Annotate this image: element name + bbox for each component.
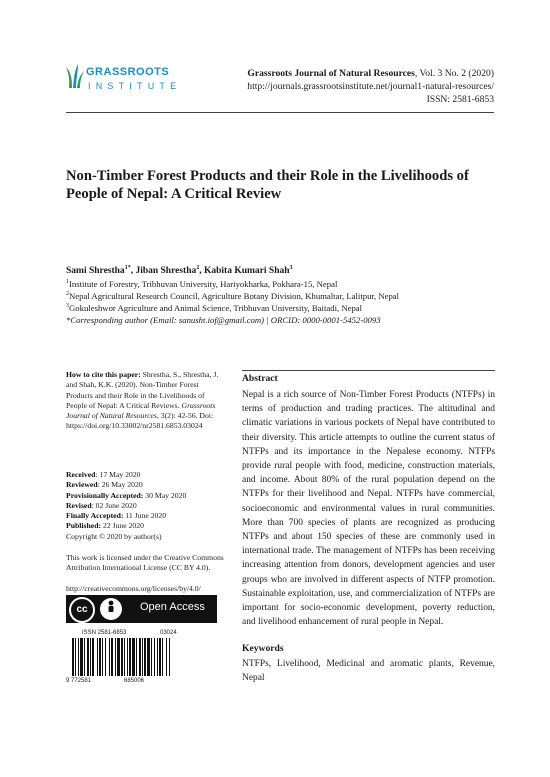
author-sup: 3	[289, 265, 293, 271]
journal-issue: , Vol. 3 No. 2 (2020)	[414, 68, 494, 79]
history-value: 30 May 2020	[143, 490, 187, 500]
barcode-bar	[147, 638, 150, 676]
barcode-bar	[105, 638, 106, 676]
barcode-bar	[169, 638, 170, 676]
citation-block	[66, 370, 226, 432]
journal-url[interactable]: http://journals.grassrootsinstitute.net/journal1-natural-resources/	[247, 81, 494, 92]
history-value: 11 June 2020	[123, 511, 167, 521]
license-url[interactable]: http://creativecommons.org/licenses/by/4.0/	[66, 584, 201, 593]
affiliation-sup: 2	[66, 291, 69, 298]
affiliation-text: Gokuleshwor Agriculture and Animal Science, Tribhuvan University, Baitadi, Nepal	[69, 303, 363, 313]
barcode-bar	[124, 638, 125, 676]
grass-logo-icon	[66, 64, 84, 88]
affiliation-text: Nepal Agricultural Research Council, Agriculture Botany Division, Khumaltar, Lalitpur, Nepal	[69, 291, 400, 301]
barcode-bar	[129, 638, 131, 676]
citation-text: Shrestha, S., Shrestha, J. and Shah, K.K. (2020). Non-Timber Forest Products and their Role in the Livelihoods of People of Nepal: A Critical Reviews.	[66, 370, 219, 410]
barcode-digits-b: 685006	[124, 678, 145, 684]
history-value: : 17 May 2020	[95, 470, 141, 479]
barcode-bar	[80, 638, 83, 676]
affiliation-text: Institute of Forestry, Tribhuvan University, Hariyokharka, Pokhara-15, Nepal	[69, 279, 338, 289]
barcode-bar	[87, 638, 89, 676]
author-name: Kabita Kumari Shah	[204, 266, 290, 277]
author-sup: 2	[196, 265, 200, 271]
barcode-bar	[166, 638, 167, 676]
barcode-bar	[121, 638, 123, 676]
barcode-digits-a: 9 772581	[66, 678, 92, 684]
barcode-bar	[109, 638, 110, 676]
barcode-bar	[90, 638, 91, 676]
author-list: Sami Shrestha$^{1*}$, Jiban Shrestha$^2$, Kabita Kumari Shah$^3$	[66, 265, 293, 277]
keywords-body: NTFPs, Livelihood, Medicinal and aromatic plants, Revenue, Nepal	[242, 659, 495, 683]
copyright: Copyright © 2020 by author(s)	[66, 531, 162, 541]
citation-label: How to cite this paper:	[66, 370, 141, 379]
affiliation-sup: 1	[66, 279, 69, 286]
barcode-bar	[78, 638, 79, 676]
history-value: : 26 May 2020	[97, 480, 143, 490]
author-name: Jiban Shrestha	[135, 266, 197, 277]
journal-issn: ISSN: 2581-6853	[426, 94, 494, 105]
abstract-heading: Abstract	[242, 373, 278, 384]
barcode-bar	[132, 638, 135, 676]
citation-doi[interactable]: 3(2): 42-56. Doi: https://doi.org/10.33002/nr2581.6853.03024	[66, 411, 214, 431]
history-block	[66, 470, 226, 542]
barcode-bar	[84, 638, 85, 676]
barcode-bar	[72, 638, 74, 676]
affiliation-sup: 3	[66, 303, 69, 310]
history-label: Published:	[66, 521, 102, 531]
barcode-bar	[97, 638, 98, 676]
barcode-bar	[111, 638, 113, 676]
barcode-bar	[75, 638, 76, 676]
barcode-issue-label: 03024	[160, 630, 177, 636]
barcode-bar	[151, 638, 152, 676]
barcode-bar	[157, 638, 158, 676]
barcode-bar	[115, 638, 116, 676]
history-row	[66, 470, 226, 480]
cc-icon: cc	[69, 597, 95, 623]
history-row	[66, 491, 226, 501]
affiliation	[66, 291, 399, 301]
affiliation	[66, 279, 337, 289]
history-row	[66, 511, 226, 521]
abstract-body: Nepal is a rich source of Non-Timber Forest Products (NTFPs) in terms of production and trading practices. The altitudinal and climatic variations in various pockets of Nepal have contributed to their diversity. This article attempts to outline the current status of NTFPs and its importance in the Nepalese economy. NTFPs provide rural people with food, medicine, construction materials, and income. About 80% of the rural population depend on the NTFPs for their livelihood and Nepal. NTFPs have commercial, socioeconomic and environmental values in rural communities. More than 700 species of plants are recognized as producing NTFPs and about 150 species of these are commonly used in international trade. The management of NTFPs has been receiving increasing attention from donors, development agencies and user groups who are involved in different aspects of NTFP promotion. Sustainable exploitation, use, and commercialization of NTFPs are important for socio-economic development, poverty reduction, and livelihood enhancement of rural people in Nepal.	[242, 390, 495, 628]
barcode-bar	[162, 638, 163, 676]
barcode-bar	[142, 638, 143, 676]
barcode-bar	[117, 638, 120, 676]
journal-citation-line	[247, 68, 494, 81]
corresponding-author: *Corresponding author (Email: sanusht.iof@gmail.com) | ORCID: 0000-0001-5452-0093	[66, 315, 381, 325]
barcode-bar	[102, 638, 103, 676]
journal-name: Grassroots Journal of Natural Resources	[247, 68, 415, 79]
barcode-bars	[66, 638, 206, 678]
author-name: Sami Shrestha	[66, 266, 125, 277]
author-sup: 1*	[124, 265, 131, 271]
barcode-bar	[154, 638, 155, 676]
barcode-bar	[136, 638, 137, 676]
open-access-label: Open Access	[140, 601, 205, 613]
header-divider	[66, 112, 494, 113]
logo-name: GRASSROOTS	[86, 66, 170, 78]
history-value: : 02 June 2020	[91, 500, 137, 510]
abstract-top-rule	[242, 370, 495, 371]
issn-barcode	[66, 630, 206, 686]
citation-journal: Grassroots Journal of Natural Resources,	[66, 400, 216, 421]
barcode-bar	[127, 638, 128, 676]
history-label: Revised	[66, 500, 92, 510]
affiliation	[66, 303, 362, 313]
barcode-issn-label: ISSN 2581-6853	[82, 630, 127, 636]
barcode-bar	[139, 638, 141, 676]
cc-license-badge[interactable]	[66, 595, 217, 623]
license-text: This work is licensed under the Creative Commons Attribution International License (CC BY 4.0).	[66, 553, 224, 573]
keywords-heading: Keywords	[242, 643, 284, 654]
history-row	[66, 501, 226, 511]
history-value: 22 June 2020	[101, 521, 144, 531]
history-label: Reviewed	[66, 480, 98, 490]
barcode-bar	[92, 638, 94, 676]
article-title: Non-Timber Forest Products and their Role in the Livelihoods of People of Nepal: A Critical Review	[66, 168, 469, 202]
history-row	[66, 480, 226, 490]
journal-logo	[66, 64, 194, 104]
history-label: Provisionally Accepted:	[66, 490, 144, 500]
history-label: Received	[66, 470, 96, 479]
history-row	[66, 521, 226, 531]
by-label: BY	[104, 613, 111, 619]
history-label: Finally Accepted:	[66, 511, 124, 521]
logo-sub: INSTITUTE	[88, 81, 182, 91]
barcode-bar	[144, 638, 146, 676]
barcode-bar	[99, 638, 101, 676]
barcode-bar	[159, 638, 161, 676]
